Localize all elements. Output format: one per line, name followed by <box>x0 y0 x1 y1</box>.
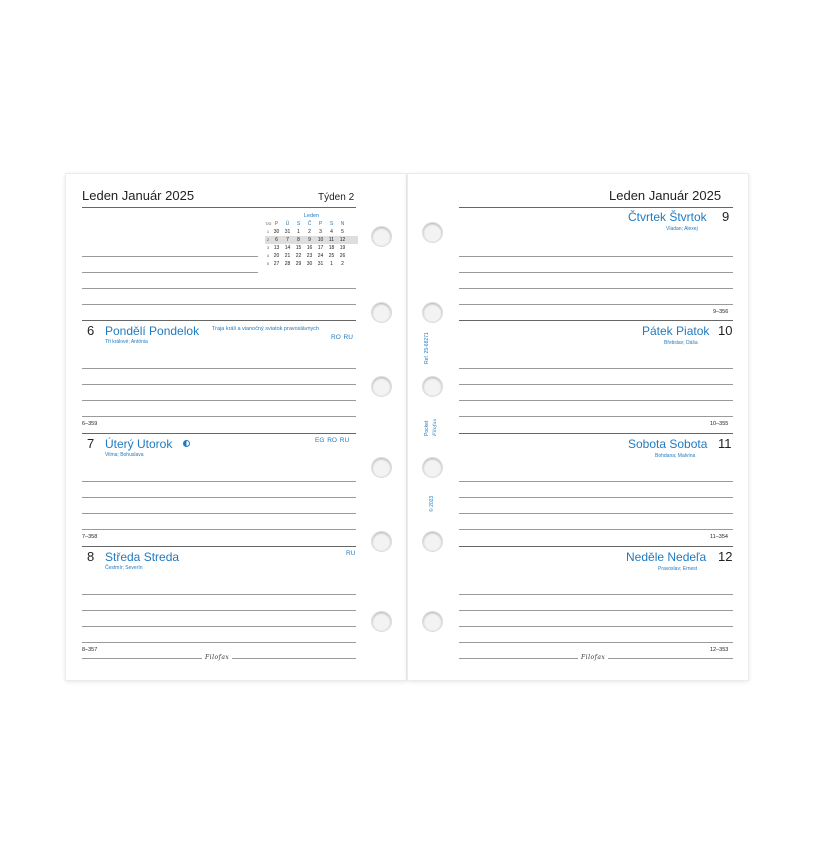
name-days: Vladan; Alexej <box>666 226 698 232</box>
writing-line <box>459 288 733 289</box>
punch-hole <box>422 531 443 552</box>
writing-line <box>459 529 733 530</box>
writing-line <box>82 529 356 530</box>
punch-hole <box>371 226 392 247</box>
reference-code: Ref. 25-68271 <box>424 332 430 364</box>
header-rule <box>459 207 733 208</box>
day-separator <box>459 320 733 321</box>
mini-calendar-day: 30 <box>273 229 280 235</box>
mini-calendar-day: 10 <box>317 237 324 243</box>
mini-calendar-row <box>265 252 358 260</box>
mini-calendar-week: 1 <box>266 229 270 234</box>
country-codes: RU <box>346 550 356 557</box>
mini-calendar-day: 31 <box>317 261 324 267</box>
mini-calendar-day: 25 <box>328 253 335 259</box>
day-separator <box>459 433 733 434</box>
name-days: Vilma; Bohuslava <box>105 452 144 458</box>
day-name: Úterý Utorok <box>105 437 173 451</box>
writing-line <box>459 304 733 305</box>
mini-calendar-title: Leden <box>303 213 320 219</box>
day-number: 6 <box>87 323 95 338</box>
day-name: Pondělí Pondelok <box>105 324 200 338</box>
mini-calendar-weekday: S <box>329 221 334 227</box>
name-days: Břetislav; Dáša <box>664 340 698 346</box>
day-count: 6–359 <box>82 421 98 427</box>
mini-calendar-day: 15 <box>295 245 302 251</box>
name-days: Pravoslav; Ernest <box>658 566 698 572</box>
writing-line <box>459 256 733 257</box>
day-count: 8–357 <box>82 647 98 653</box>
writing-line <box>459 594 733 595</box>
writing-line <box>82 288 356 289</box>
day-separator <box>82 320 356 321</box>
writing-line <box>82 272 258 273</box>
punch-hole <box>422 376 443 397</box>
punch-hole <box>422 457 443 478</box>
filofax-logo: Filofax <box>202 654 232 661</box>
mini-calendar-week-header: T/D <box>265 221 272 226</box>
size-label: Pocket <box>424 420 430 436</box>
writing-line <box>459 610 733 611</box>
country-codes: RO RU <box>331 334 353 341</box>
writing-line <box>82 304 356 305</box>
mini-calendar-day: 6 <box>275 237 278 243</box>
mini-calendar-day: 30 <box>306 261 313 267</box>
mini-calendar-row <box>265 260 358 268</box>
writing-line <box>459 481 733 482</box>
country-codes: EG RO RU <box>315 437 350 444</box>
mini-calendar-day: 8 <box>297 237 300 243</box>
mini-calendar-day: 17 <box>317 245 324 251</box>
page-title: Leden Január 2025 <box>82 188 195 203</box>
mini-calendar-week: 5 <box>266 261 270 266</box>
mini-calendar-weekday: Ú <box>285 221 290 227</box>
mini-calendar-day: 28 <box>284 261 291 267</box>
mini-calendar-day: 3 <box>319 229 322 235</box>
mini-calendar-day: 1 <box>330 261 333 267</box>
punch-hole <box>422 222 443 243</box>
right-diary-page <box>408 174 748 680</box>
day-number: 11 <box>718 436 732 451</box>
day-count: 9–356 <box>713 309 729 315</box>
day-name: Středa Streda <box>105 550 180 564</box>
punch-hole <box>422 611 443 632</box>
day-name: Čtvrtek Štvrtok <box>628 210 707 224</box>
mini-calendar <box>265 212 358 268</box>
writing-line <box>82 481 356 482</box>
mini-calendar-weekday: S <box>296 221 301 227</box>
mini-calendar-week: 4 <box>266 253 270 258</box>
punch-hole <box>371 531 392 552</box>
day-separator <box>82 433 356 434</box>
writing-line <box>82 416 356 417</box>
writing-line <box>82 497 356 498</box>
writing-line <box>459 400 733 401</box>
mini-calendar-day: 22 <box>295 253 302 259</box>
holiday-note: Traja králi a vianočný sviatok pravoslávnych <box>212 326 320 332</box>
mini-calendar-day: 24 <box>317 253 324 259</box>
writing-line <box>459 513 733 514</box>
day-number: 8 <box>87 549 95 564</box>
mini-calendar-day: 11 <box>328 237 335 243</box>
day-count: 12–353 <box>710 647 729 653</box>
writing-line <box>459 368 733 369</box>
writing-line <box>459 642 733 643</box>
mini-calendar-day: 29 <box>295 261 302 267</box>
day-number: 12 <box>718 549 733 564</box>
mini-calendar-day: 7 <box>286 237 289 243</box>
day-name: Neděle Nedeľa <box>626 550 707 564</box>
mini-calendar-day: 4 <box>330 229 333 235</box>
mini-calendar-day: 31 <box>284 229 291 235</box>
writing-line <box>82 400 356 401</box>
writing-line <box>459 272 733 273</box>
moon-phase-icon <box>183 440 190 447</box>
mini-calendar-day: 5 <box>341 229 344 235</box>
punch-hole <box>371 302 392 323</box>
mini-calendar-day: 26 <box>339 253 346 259</box>
mini-calendar-day: 2 <box>308 229 311 235</box>
mini-calendar-day: 21 <box>284 253 291 259</box>
writing-line <box>459 626 733 627</box>
day-separator <box>459 546 733 547</box>
mini-calendar-day: 27 <box>273 261 280 267</box>
writing-line <box>82 256 258 257</box>
mini-calendar-day: 19 <box>339 245 346 251</box>
writing-line <box>82 368 356 369</box>
mini-calendar-weekday: P <box>274 221 279 227</box>
mini-calendar-day: 20 <box>273 253 280 259</box>
day-count: 10–355 <box>710 421 729 427</box>
left-diary-page <box>66 174 406 680</box>
writing-line <box>82 626 356 627</box>
page-title: Leden Január 2025 <box>609 188 722 203</box>
filofax-logo: Filofax <box>578 654 608 661</box>
mini-calendar-row <box>265 244 358 252</box>
mini-calendar-day: 16 <box>306 245 313 251</box>
mini-calendar-day: 14 <box>284 245 291 251</box>
mini-calendar-weekday: N <box>340 221 345 227</box>
day-number: 9 <box>722 209 730 224</box>
mini-calendar-day: 1 <box>297 229 300 235</box>
day-separator <box>82 546 356 547</box>
mini-calendar-day: 9 <box>308 237 311 243</box>
day-count: 7–358 <box>82 534 98 540</box>
mini-calendar-weekday: P <box>318 221 323 227</box>
punch-hole <box>371 611 392 632</box>
mini-calendar-row <box>265 228 358 236</box>
writing-line <box>459 497 733 498</box>
name-days: Čestmír; Severín <box>105 565 143 571</box>
mini-calendar-weekday: Č <box>307 221 312 227</box>
mini-calendar-week: 2 <box>266 237 270 242</box>
writing-line <box>82 642 356 643</box>
punch-hole <box>422 302 443 323</box>
side-filofax-logo: Filofax <box>432 418 438 436</box>
writing-line <box>82 513 356 514</box>
mini-calendar-day: 18 <box>328 245 335 251</box>
day-number: 7 <box>87 436 95 451</box>
writing-line <box>459 384 733 385</box>
writing-line <box>82 384 356 385</box>
mini-calendar-day: 12 <box>339 237 346 243</box>
day-name: Sobota Sobota <box>628 437 708 451</box>
mini-calendar-week: 3 <box>266 245 270 250</box>
name-days: Bohdana; Malvína <box>655 453 696 459</box>
header-rule <box>82 207 356 208</box>
week-number: Týden 2 <box>318 192 355 203</box>
mini-calendar-day: 23 <box>306 253 313 259</box>
writing-line <box>82 594 356 595</box>
mini-calendar-header <box>265 220 358 228</box>
day-name: Pátek Piatok <box>642 324 710 338</box>
mini-calendar-day: 13 <box>273 245 280 251</box>
punch-hole <box>371 457 392 478</box>
name-days: Tři králové; Antónia <box>105 339 148 345</box>
mini-calendar-day: 2 <box>341 261 344 267</box>
day-number: 10 <box>718 323 733 338</box>
copyright: © 2023 <box>429 495 435 512</box>
punch-hole <box>371 376 392 397</box>
day-count: 11–354 <box>710 534 728 540</box>
writing-line <box>82 610 356 611</box>
writing-line <box>459 416 733 417</box>
mini-calendar-row-current <box>265 236 358 244</box>
